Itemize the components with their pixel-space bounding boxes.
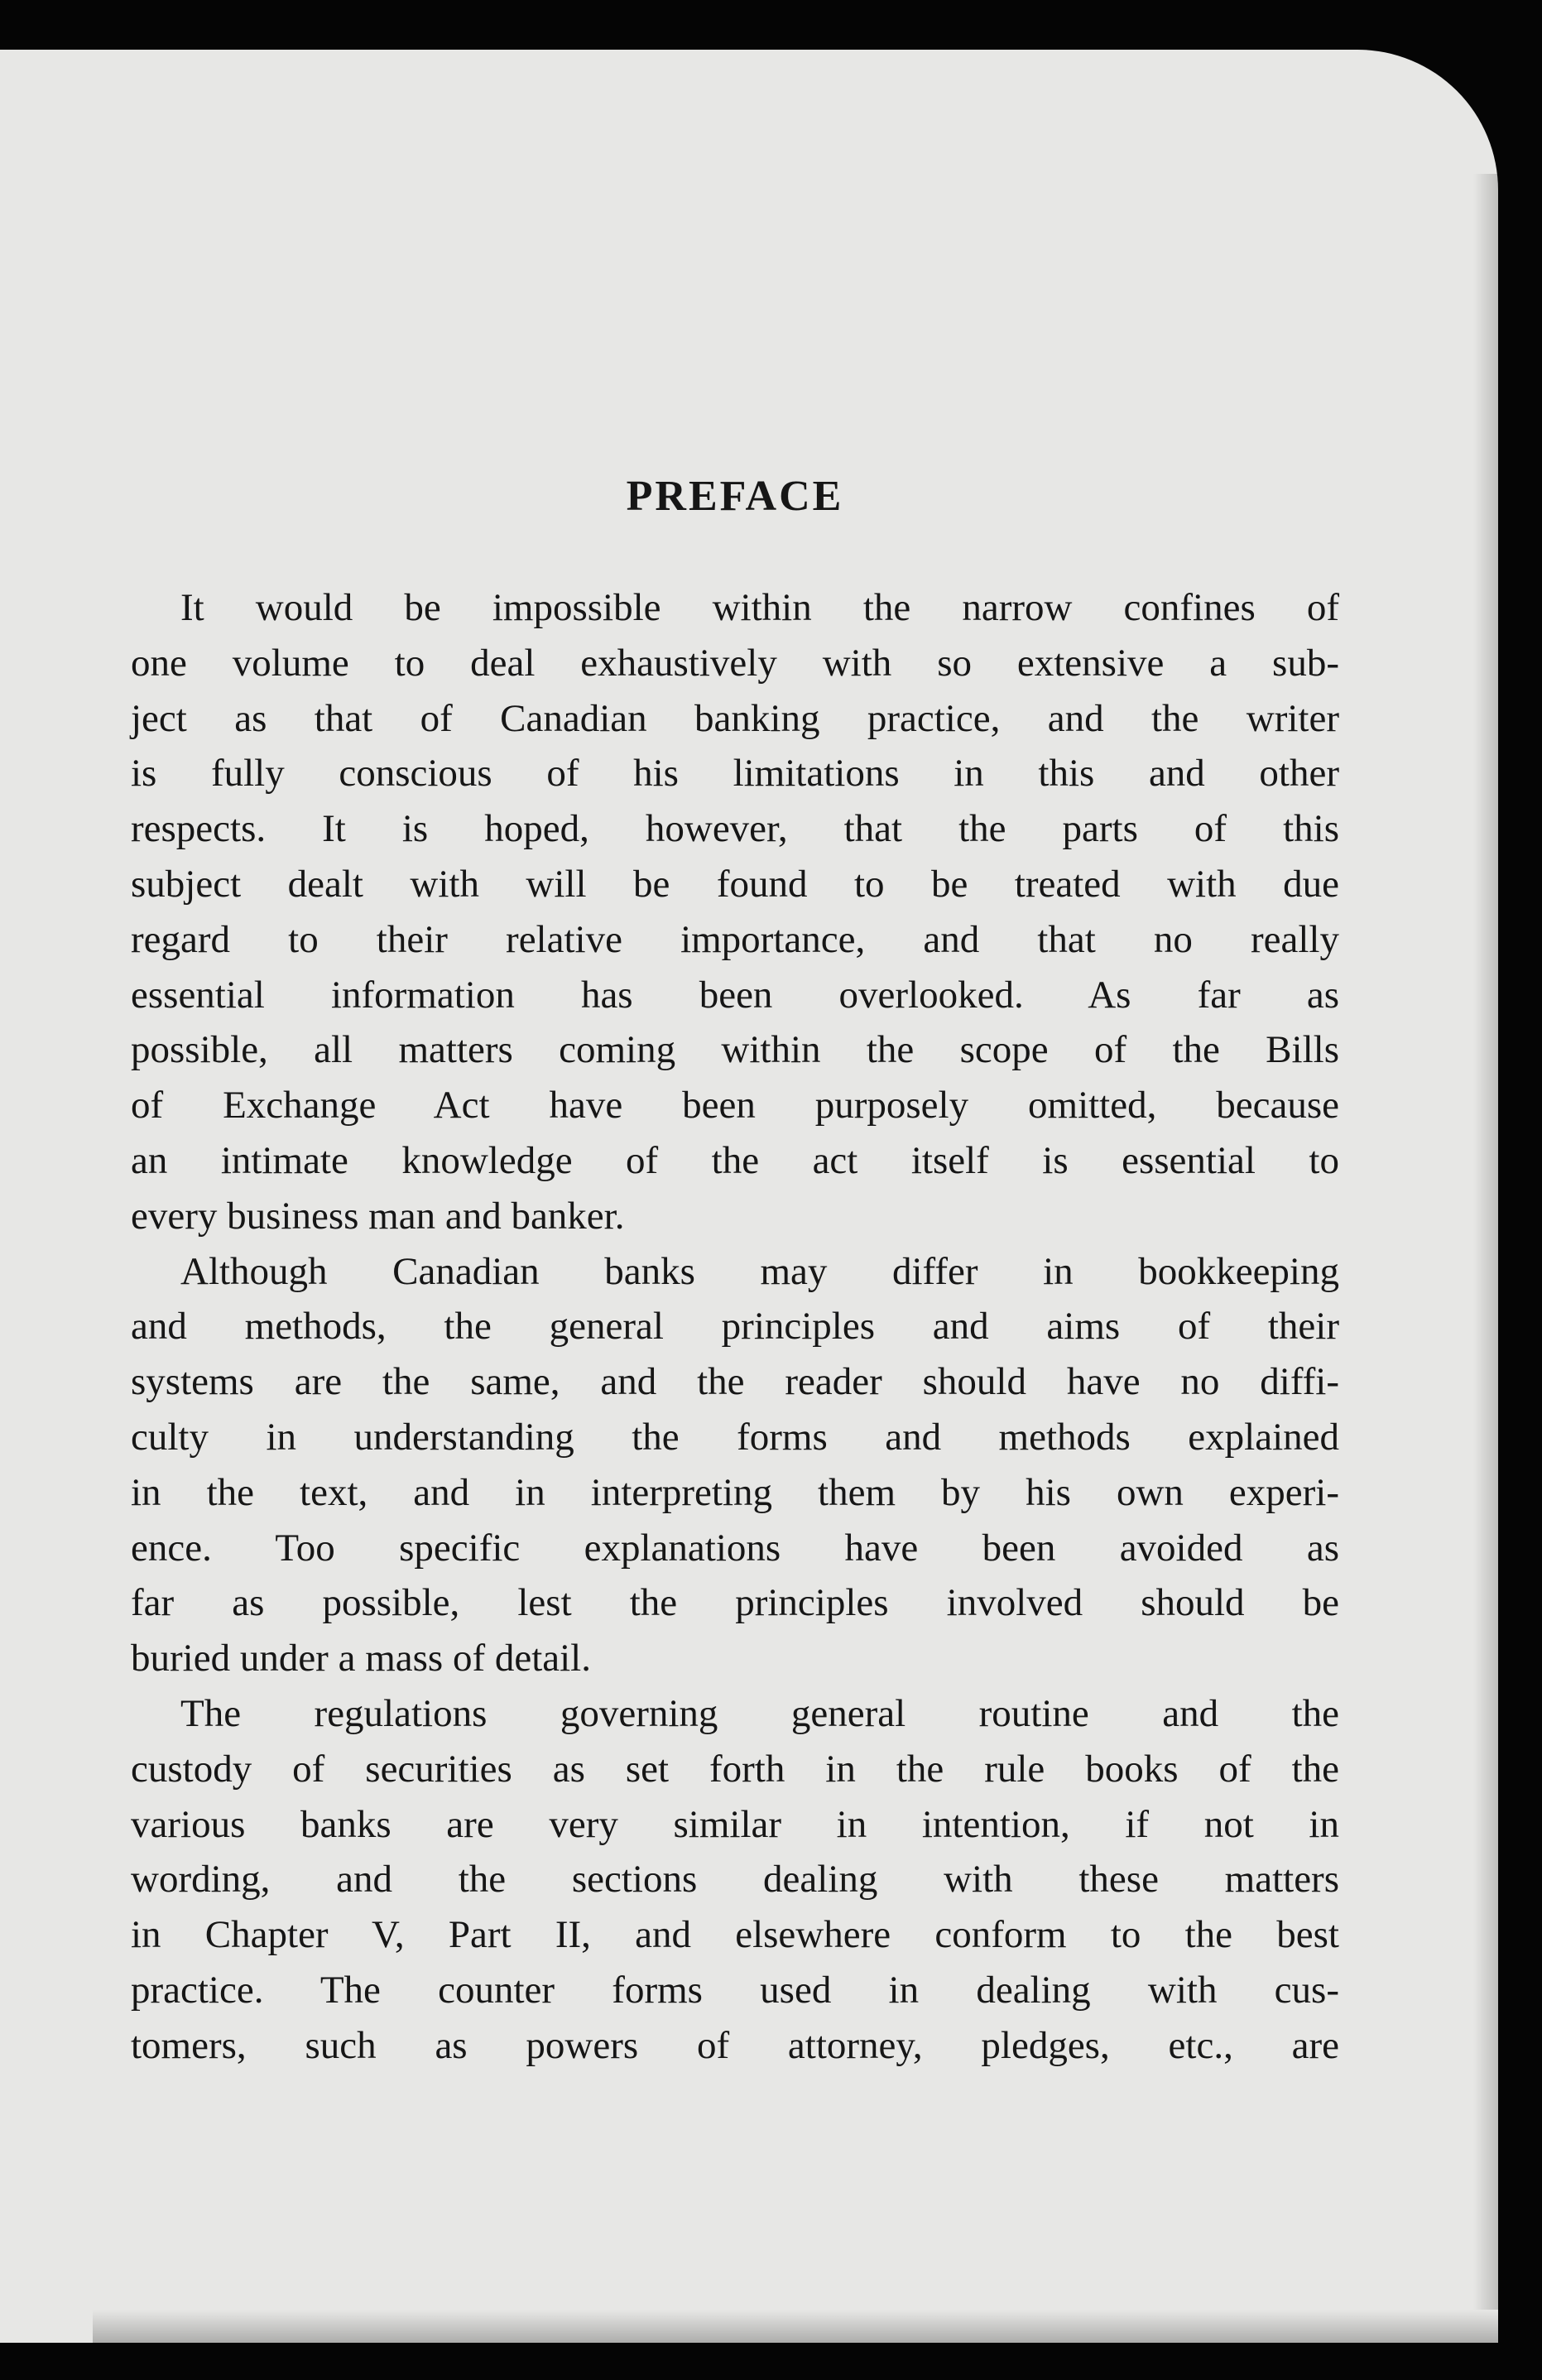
paragraph-3	[131, 1686, 1339, 2074]
text-line: of Exchange Act have been purposely omitted, because	[131, 1084, 1339, 1127]
text-line: in the text, and in interpreting them by his own experi-	[131, 1470, 1339, 1514]
text-line: regard to their relative importance, and that no really	[131, 917, 1339, 961]
text-line: ence. Too specific explanations have been avoided as	[131, 1526, 1339, 1570]
text-line: practice. The counter forms used in dealing with cus-	[131, 1968, 1339, 2012]
text-line: far as possible, lest the principles involved should be	[131, 1581, 1339, 1625]
page-title: PREFACE	[626, 473, 844, 520]
text-line: systems are the same, and the reader should have no diffi-	[131, 1360, 1339, 1404]
text-line: one volume to deal exhaustively with so extensive a sub-	[131, 641, 1339, 685]
paragraph-1	[131, 580, 1339, 1244]
text-line: various banks are very similar in intention, if not in	[131, 1802, 1339, 1846]
text-line: Although Canadian banks may differ in bookkeeping	[180, 1249, 1339, 1293]
text-line: It would be impossible within the narrow confines of	[180, 586, 1339, 629]
preface-section	[131, 472, 1339, 2074]
text-line: every business man and banker.	[131, 1194, 625, 1238]
text-line: ject as that of Canadian banking practice, and the writer	[131, 696, 1339, 740]
text-line: respects. It is hoped, however, that the parts of this	[131, 807, 1339, 851]
text-line: in Chapter V, Part II, and elsewhere conform to the best	[131, 1913, 1339, 1957]
text-line: is fully conscious of his limitations in this and other	[131, 752, 1339, 796]
page-bottom-shade	[93, 2310, 1498, 2343]
text-line: tomers, such as powers of attorney, pledges, etc., are	[131, 2023, 1339, 2067]
page-edge-shade	[1473, 174, 1498, 2310]
text-line: buried under a mass of detail.	[131, 1637, 591, 1680]
text-line: wording, and the sections dealing with these matters	[131, 1858, 1339, 1902]
text-line: subject dealt with will be found to be treated with due	[131, 862, 1339, 906]
text-line: an intimate knowledge of the act itself is essential to	[131, 1138, 1339, 1182]
text-line: custody of securities as set forth in the rule books of the	[131, 1747, 1339, 1791]
text-line: possible, all matters coming within the scope of the Bills	[131, 1028, 1339, 1072]
left-page-edge	[0, 50, 93, 2343]
text-line: culty in understanding the forms and methods explained	[131, 1415, 1339, 1459]
text-line: The regulations governing general routine and the	[180, 1691, 1339, 1735]
text-line: and methods, the general principles and aims of their	[131, 1305, 1339, 1349]
text-line: essential information has been overlooked. As far as	[131, 973, 1339, 1017]
paragraph-2	[131, 1244, 1339, 1686]
